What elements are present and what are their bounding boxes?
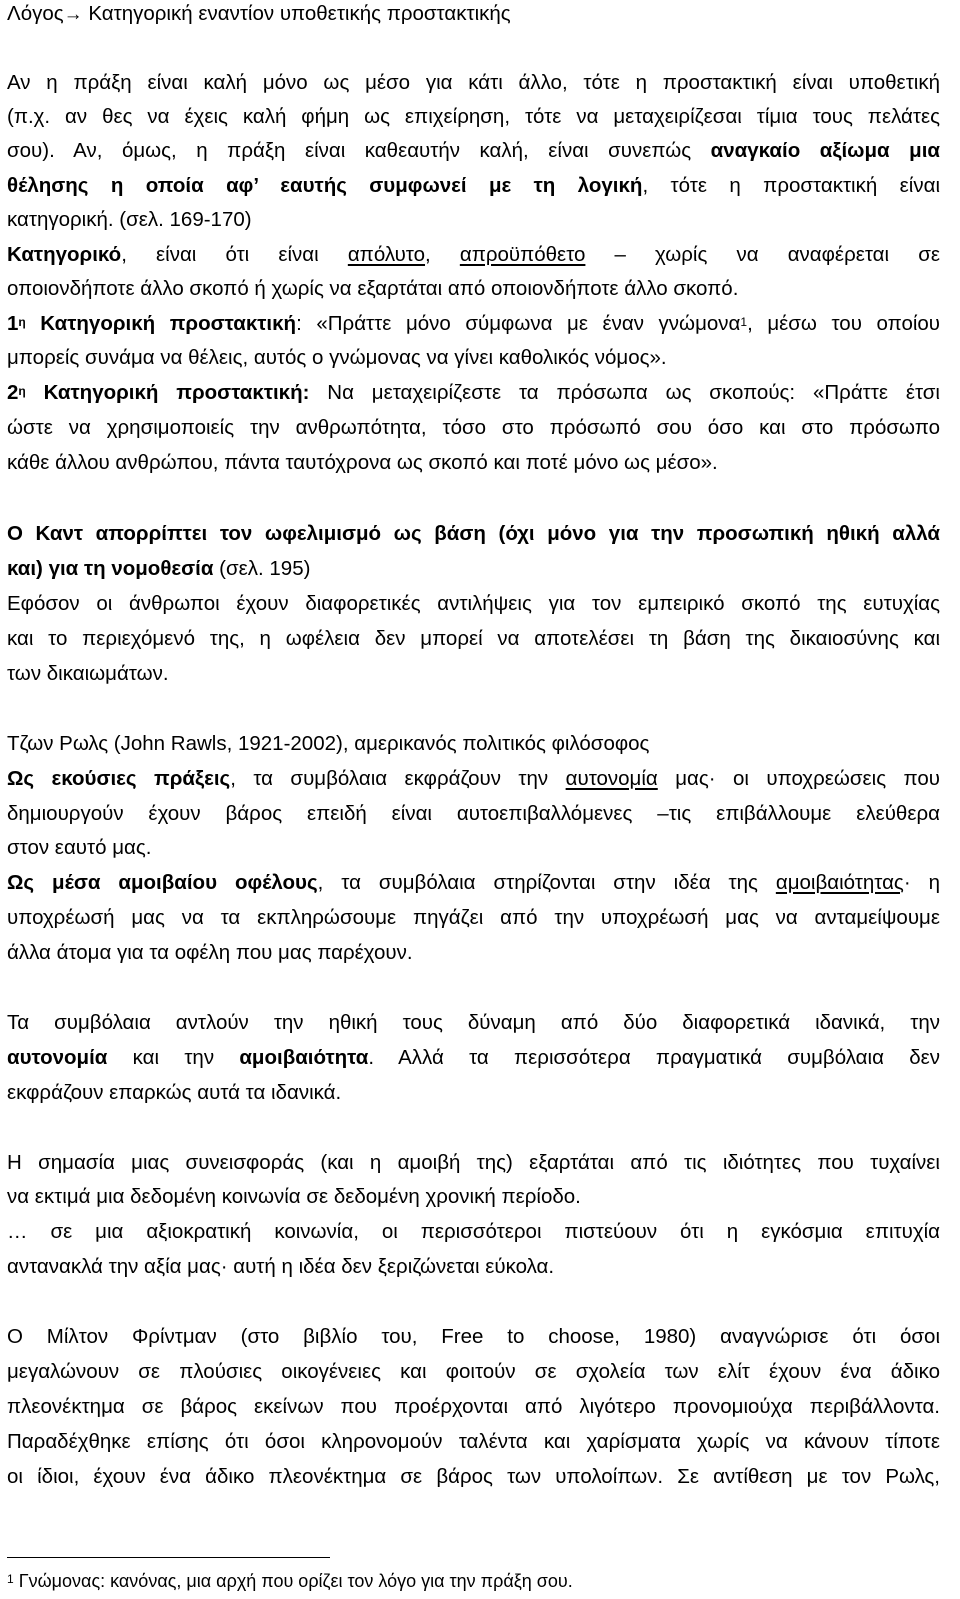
text-run: · η [903, 871, 940, 894]
superscript: η [18, 384, 26, 398]
text-line: των δικαιωμάτων. [7, 662, 169, 685]
text-run: , τα συμβόλαια στηρίζονται στην ιδέα της [317, 871, 776, 894]
right-arrow-icon: → [63, 4, 83, 25]
text-run: , τα συμβόλαια εκφράζουν την [230, 767, 566, 790]
bold-heading-line: Ο Καντ απορρίπτει τον ωφελιμισμό ως βάση (όχι μόνο για την προσωπική ηθική αλλά [7, 522, 940, 545]
text-run: – χωρίς να αναφέρεται σε [585, 243, 940, 266]
text-run: , είναι ότι είναι [121, 243, 348, 266]
text-line: Αν η πράξη είναι καλή μόνο ως μέσο για κάτι άλλο, τότε η προστακτική είναι υποθετική [7, 71, 940, 94]
text-line: Η σημασία μιας συνεισφοράς (και η αμοιβή της) εξαρτάται από τις ιδιότητες που τυχαίνει [7, 1151, 940, 1174]
bold-text: και) για τη νομοθεσία [7, 557, 214, 580]
underlined-text: αμοιβαιότητας [775, 871, 904, 894]
underlined-text: αυτονομία [565, 767, 658, 790]
text-line: άλλα άτομα για τα οφέλη που μας παρέχουν. [7, 941, 413, 964]
text-line: Τζων Ρωλς (John Rawls, 1921-2002), αμερικανός πολιτικός φιλόσοφος [7, 732, 650, 755]
text-run: , [425, 243, 460, 266]
footnote-marker: 1 [7, 1572, 14, 1586]
bold-text: Ως μέσα αμοιβαίου οφέλους [7, 871, 318, 894]
text-line [7, 241, 940, 269]
bold-text: θέλησης η οποία αφ’ εαυτής συμφωνεί με τη λογική [7, 174, 643, 197]
text-line: Εφόσον οι άνθρωποι έχουν διαφορετικές αντιλήψεις για τον εμπειρικό σκοπό της ευτυχίας [7, 592, 940, 615]
text-run: : «Πράττε μόνο σύμφωνα με έναν γνώμονα [296, 312, 741, 335]
bold-text: 1 [7, 312, 19, 335]
text-line [7, 869, 940, 897]
text-line: … σε μια αξιοκρατική κοινωνία, οι περισσότεροι πιστεύουν ότι η εγκόσμια επιτυχία [7, 1220, 940, 1243]
bold-text: Ως εκούσιες πράξεις [7, 767, 231, 790]
text-line: (π.χ. αν θες να έχεις καλή φήμη ως επιχείρηση, τότε να μεταχειρίζεσαι τίμια τους πελάτες [7, 105, 940, 128]
text-line: και το περιεχόμενό της, η ωφέλεια δεν μπορεί να αποτελέσει τη βάση της δικαιοσύνης και [7, 627, 940, 650]
bold-text: 2 [7, 381, 19, 404]
text-line: πλεονέκτημα σε βάρος εκείνων που προέρχονται από λιγότερο προνομιούχα περιβάλλοντα. [7, 1395, 940, 1418]
heading-text: Λόγος [7, 2, 64, 25]
text-line: δημιουργούν έχουν βάρος επειδή είναι αυτοεπιβαλλόμενες –τις επιβάλλουμε ελεύθερα [7, 802, 940, 825]
underlined-text: απόλυτο [347, 243, 426, 266]
text-line [7, 555, 310, 583]
underlined-text: απροϋπόθετο [459, 243, 586, 266]
text-run: και την [107, 1046, 240, 1069]
text-line: μπορείς συνάμα να θέλεις, αυτός ο γνώμονας να γίνει καθολικός νόμος». [7, 346, 667, 369]
text-line [7, 172, 940, 200]
text-line [7, 137, 940, 165]
text-line: Τα συμβόλαια αντλούν την ηθική τους δύναμη από δύο διαφορετικά ιδανικά, την [7, 1011, 940, 1034]
text-line: στον εαυτό μας. [7, 836, 152, 859]
text-run: μας· οι υποχρεώσεις που [657, 767, 940, 790]
footnote-divider [7, 1557, 330, 1558]
footnote-text: Γνώμονας: κανόνας, μια αρχή που ορίζει τον λόγο για την πράξη σου. [13, 1571, 573, 1591]
text-run: σου). Αν, όμως, η πράξη είναι καθεαυτήν καλή, είναι συνεπώς [7, 139, 711, 162]
section-heading [7, 0, 511, 28]
text-line [7, 765, 940, 793]
bold-text: αυτονομία [7, 1046, 108, 1069]
text-line: κατηγορική. (σελ. 169-170) [7, 208, 252, 231]
text-line: υποχρέωσή μας να τα εκπληρώσουμε πηγάζει από την υποχρέωσή μας να ανταμείψουμε [7, 906, 940, 929]
text-line: ώστε να χρησιμοποιείς την ανθρωπότητα, τόσο στο πρόσωπό σου όσο και στο πρόσωπο [7, 416, 940, 439]
text-run: . Αλλά τα περισσότερα πραγματικά συμβόλαια δεν [368, 1046, 940, 1069]
text-line: κάθε άλλου ανθρώπου, πάντα ταυτόχρονα ως σκοπό και ποτέ μόνο ως μέσο». [7, 451, 718, 474]
footnote [7, 1568, 573, 1594]
text-line: Παραδέχθηκε επίσης ότι όσοι κληρονομούν ταλέντα και χαρίσματα χωρίς να κάνουν τίποτε [7, 1430, 940, 1453]
text-run: , μέσω του οποίου [747, 312, 941, 335]
text-line: να εκτιμά μια δεδομένη κοινωνία σε δεδομένη χρονική περίοδο. [7, 1185, 581, 1208]
text-run: (σελ. 195) [213, 557, 311, 580]
superscript: η [18, 315, 26, 329]
text-run: , τότε η προστακτική είναι [642, 174, 941, 197]
heading-text: Κατηγορική εναντίον υποθετικής προστακτικής [82, 2, 511, 25]
text-line [7, 379, 940, 407]
text-run: Να μεταχειρίζεστε τα πρόσωπα ως σκοπούς: «Πράττε έτσι [309, 381, 940, 404]
bold-text: Κατηγορική προστακτική: [25, 381, 310, 404]
text-line: αντανακλά την αξία μας· αυτή η ιδέα δεν ξεριζώνεται εύκολα. [7, 1255, 555, 1278]
bold-text: Κατηγορικό [7, 243, 122, 266]
bold-text: Κατηγορική προστακτική [25, 312, 297, 335]
text-line: εκφράζουν επαρκώς αυτά τα ιδανικά. [7, 1081, 342, 1104]
text-line: μεγαλώνουν σε πλούσιες οικογένειες και φοιτούν σε σχολεία των ελίτ έχουν ένα άδικο [7, 1360, 940, 1383]
text-line: οποιονδήποτε άλλο σκοπό ή χωρίς να εξαρτάται από οποιονδήποτε άλλο σκοπό. [7, 277, 739, 300]
text-line [7, 1044, 940, 1072]
footnote-marker: 1 [740, 315, 748, 329]
bold-text: αμοιβαιότητα [239, 1046, 369, 1069]
text-line: οι ίδιοι, έχουν ένα άδικο πλεονέκτημα σε βάρος των υπολοίπων. Σε αντίθεση με τον Ρωλς, [7, 1465, 940, 1488]
bold-text: αναγκαίο αξίωμα μια [710, 139, 940, 162]
text-line [7, 310, 940, 338]
text-line: Ο Μίλτον Φρίντμαν (στο βιβλίο του, Free to choose, 1980) αναγνώρισε ότι όσοι [7, 1325, 940, 1348]
